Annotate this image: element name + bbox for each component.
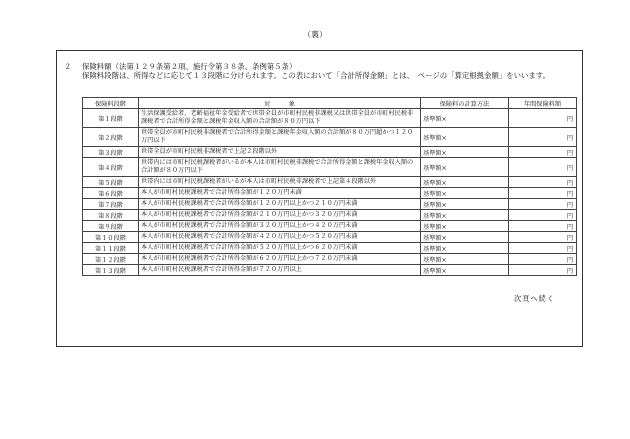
calc-cell: 基準額× [421,177,509,188]
target-cell: 世帯全員が市町村民税非課税者で上記２段階以外 [139,147,421,158]
table-row [83,147,577,158]
annual-cell: 円 [509,232,577,243]
annual-cell: 円 [509,221,577,232]
calc-cell: 基準額× [421,158,509,177]
stage-cell: 第３段階 [83,147,139,158]
table-row [83,221,577,232]
table-header-row [83,98,577,109]
target-cell: 本人が市町村民税課税者で合計所得金額が１２０万円未満 [139,188,421,199]
stage-cell: 第５段階 [83,177,139,188]
table-row [83,128,577,147]
calc-cell: 基準額× [421,109,509,128]
table-row [83,158,577,177]
annual-cell: 円 [509,158,577,177]
table-row [83,177,577,188]
header-target: 対 象 [139,98,421,109]
stage-cell: 第１段階 [83,109,139,128]
premium-table [82,97,577,276]
table-row [83,243,577,254]
target-cell: 世帯全員が市町村民税非課税者で合計所得金額と課税年金収入額の合計額が８０万円超かつ１２０万円以下 [139,128,421,147]
stage-cell: 第２段階 [83,128,139,147]
calc-cell: 基準額× [421,128,509,147]
stage-cell: 第１２段階 [83,254,139,265]
table-row [83,232,577,243]
target-cell: 本人が市町村民税課税者で合計所得金額が２１０万円以上かつ３２０万円未満 [139,210,421,221]
annual-cell: 円 [509,177,577,188]
stage-cell: 第１３段階 [83,265,139,276]
annual-cell: 円 [509,210,577,221]
stage-cell: 第９段階 [83,221,139,232]
calc-cell: 基準額× [421,243,509,254]
calc-cell: 基準額× [421,265,509,276]
stage-cell: 第６段階 [83,188,139,199]
stage-cell: 第４段階 [83,158,139,177]
table-row [83,210,577,221]
table-row [83,188,577,199]
annual-cell: 円 [509,147,577,158]
page-side-label: （裏） [303,30,327,39]
header-calc-method: 保険料の計算方法 [421,98,509,109]
annual-cell: 円 [509,243,577,254]
table-row [83,254,577,265]
target-cell: 世帯内には市町村民税課税者がいるが本人は市町村民税非課税者で上記第４段階以外 [139,177,421,188]
target-cell: 本人が市町村民税課税者で合計所得金額が１２０万円以上かつ２１０万円未満 [139,199,421,210]
stage-cell: 第１０段階 [83,232,139,243]
header-stage: 保険料段階 [83,98,139,109]
annual-cell: 円 [509,199,577,210]
target-cell: 生活保護受給者、老齢福祉年金受給者で世帯全員が市町村民税非課税又は世帯全員が市町村民税非課税者で合計所得金額と課税年金収入額の合計額が８０万円以下 [139,109,421,128]
stage-cell: 第７段階 [83,199,139,210]
annual-cell: 円 [509,188,577,199]
calc-cell: 基準額× [421,221,509,232]
annual-cell: 円 [509,109,577,128]
table-row [83,265,577,276]
target-cell: 本人が市町村民税課税者で合計所得金額が３２０万円以上かつ４２０万円未満 [139,221,421,232]
target-cell: 本人が市町村民税課税者で合計所得金額が６２０万円以上かつ７２０万円未満 [139,254,421,265]
calc-cell: 基準額× [421,254,509,265]
header-annual-premium: 年間保険料額 [509,98,577,109]
target-cell: 本人が市町村民税課税者で合計所得金額が４２０万円以上かつ５２０万円未満 [139,232,421,243]
calc-cell: 基準額× [421,199,509,210]
stage-cell: 第８段階 [83,210,139,221]
target-cell: 世帯内には市町村民税課税者がいるが本人は市町村民税非課税で合計所得金額と課税年金収入額の合計額が８０万円以下 [139,158,421,177]
continued-next-page-note: 次頁へ続く [514,294,555,303]
target-cell: 本人が市町村民税課税者で合計所得金額が７２０万円以上 [139,265,421,276]
stage-cell: 第１１段階 [83,243,139,254]
table-row [83,109,577,128]
calc-cell: 基準額× [421,210,509,221]
calc-cell: 基準額× [421,188,509,199]
section-title: 保険料額（法第１２９条第２項、施行令第３８条、条例第５条） [82,62,297,71]
table-row [83,199,577,210]
annual-cell: 円 [509,254,577,265]
target-cell: 本人が市町村民税課税者で合計所得金額が５２０万円以上かつ６２０万円未満 [139,243,421,254]
section-number: ２ [64,62,72,71]
calc-cell: 基準額× [421,232,509,243]
calc-cell: 基準額× [421,147,509,158]
annual-cell: 円 [509,265,577,276]
annual-cell: 円 [509,128,577,147]
section-paragraph: 保険料段階は、所得などに応じて１３段階に分けられます。この表において「合計所得金額」とは、 ページの「算定根拠金額」をいいます。 [82,71,550,80]
